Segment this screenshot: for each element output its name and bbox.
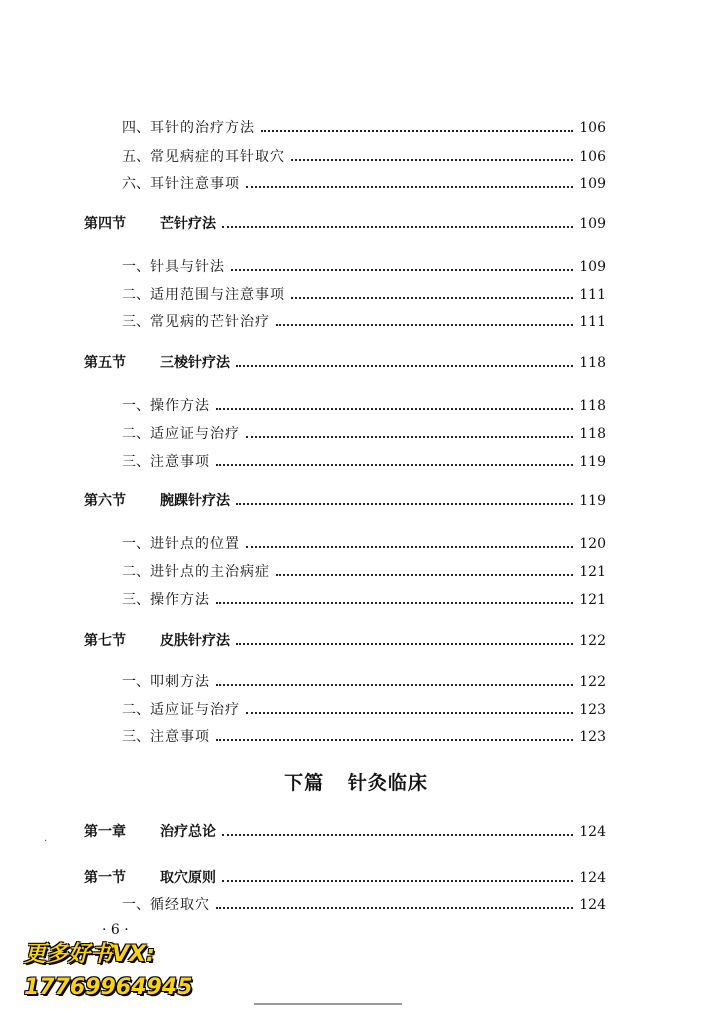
toc-leader-dots <box>291 158 573 161</box>
toc-entry-label: 三、 <box>122 314 150 330</box>
toc-entry-title: 芒针疗法 <box>160 216 216 232</box>
toc-entry-page: 123 <box>579 702 606 718</box>
toc-entry <box>122 312 606 332</box>
toc-entry-label: 五、 <box>122 149 150 165</box>
part-label: 下篇 <box>284 772 325 794</box>
toc-entry-title: 叩刺方法 <box>150 674 210 690</box>
toc-entry-label: 第六节 <box>84 493 126 509</box>
footer-rule <box>254 1003 402 1005</box>
toc-entry-title: 针具与针法 <box>150 259 225 275</box>
toc-entry-label: 六、 <box>122 176 150 192</box>
toc-entry-label: 第五节 <box>84 355 126 371</box>
toc-leader-dots <box>236 502 573 505</box>
toc-entry-title: 耳针注意事项 <box>150 176 240 192</box>
toc-entry <box>122 118 606 138</box>
toc-entry-label: 第四节 <box>84 216 126 232</box>
toc-entry-title: 进针点的位置 <box>150 536 240 552</box>
toc-entry-label: 三、 <box>122 729 150 745</box>
toc-entry-label: 三、 <box>122 592 150 608</box>
toc-entry <box>122 590 606 610</box>
toc-entry <box>122 534 606 554</box>
toc-entry <box>122 147 606 167</box>
toc-entry-label: 三、 <box>122 454 150 470</box>
part-heading <box>0 768 712 795</box>
toc-entry-title: 三棱针疗法 <box>160 355 230 371</box>
toc-entry-page: 124 <box>579 824 606 840</box>
toc-entry-label: 第一章 <box>84 824 126 840</box>
toc-entry-label: 一、 <box>122 897 150 913</box>
watermark-line-2: 17769964945 <box>24 975 193 1000</box>
toc-entry-page: 111 <box>579 314 606 330</box>
toc-leader-dots <box>216 407 573 410</box>
toc-leader-dots <box>216 683 573 686</box>
toc-leader-dots <box>246 711 573 714</box>
toc-entry <box>122 895 606 915</box>
toc-leader-dots <box>261 129 573 132</box>
toc-entry-page: 119 <box>579 454 606 470</box>
toc-entry-label: 第一节 <box>84 870 126 886</box>
toc-entry-title: 适应证与治疗 <box>150 702 240 718</box>
toc-entry-page: 123 <box>579 729 606 745</box>
toc-entry <box>84 491 606 511</box>
toc-entry-title: 常见病症的耳针取穴 <box>150 149 285 165</box>
toc-entry-label: 一、 <box>122 674 150 690</box>
toc-entry-page: 124 <box>579 897 606 913</box>
toc-leader-dots <box>291 296 573 299</box>
toc-entry-label: 四、 <box>122 120 150 136</box>
toc-leader-dots <box>236 364 573 367</box>
toc-entry <box>122 562 606 582</box>
toc-entry-page: 119 <box>579 493 606 509</box>
toc-entry <box>122 700 606 720</box>
page-number: · 6 · <box>102 922 129 938</box>
toc-entry-title: 适用范围与注意事项 <box>150 287 285 303</box>
toc-entry-title: 注意事项 <box>150 454 210 470</box>
toc-entry-title: 操作方法 <box>150 398 210 414</box>
toc-entry-page: 109 <box>579 176 606 192</box>
toc-entry-page: 118 <box>579 355 606 371</box>
toc-entry-page: 109 <box>579 216 606 232</box>
toc-entry-page: 122 <box>579 633 606 649</box>
toc-entry-page: 120 <box>579 536 606 552</box>
toc-entry-label: 二、 <box>122 702 150 718</box>
toc-entry-label: 第七节 <box>84 633 126 649</box>
toc-entry <box>122 285 606 305</box>
toc-entry-page: 121 <box>579 592 606 608</box>
toc-entry-title: 耳针的治疗方法 <box>150 120 255 136</box>
toc-entry <box>122 672 606 692</box>
toc-entry <box>122 257 606 277</box>
toc-leader-dots <box>246 545 573 548</box>
toc-entry-page: 111 <box>579 287 606 303</box>
toc-leader-dots <box>246 435 573 438</box>
toc-entry <box>122 727 606 747</box>
toc-entry <box>122 174 606 194</box>
toc-entry-title: 注意事项 <box>150 729 210 745</box>
toc-entry <box>84 822 606 842</box>
toc-leader-dots <box>276 573 573 576</box>
toc-entry-label: 一、 <box>122 259 150 275</box>
toc-leader-dots <box>216 738 573 741</box>
toc-entry-page: 109 <box>579 259 606 275</box>
toc-entry-page: 118 <box>579 398 606 414</box>
toc-leader-dots <box>222 225 573 228</box>
toc-entry-label: 一、 <box>122 536 150 552</box>
toc-entry-label: 二、 <box>122 426 150 442</box>
toc-entry <box>84 868 606 888</box>
toc-leader-dots <box>216 906 573 909</box>
toc-entry <box>84 353 606 373</box>
toc-entry-page: 106 <box>579 120 606 136</box>
toc-entry-title: 常见病的芒针治疗 <box>150 314 270 330</box>
toc-entry-title: 治疗总论 <box>160 824 216 840</box>
toc-entry-title: 循经取穴 <box>150 897 210 913</box>
margin-mark: · <box>44 836 48 847</box>
toc-entry <box>122 396 606 416</box>
toc-entry-title: 皮肤针疗法 <box>160 633 230 649</box>
toc-leader-dots <box>231 268 573 271</box>
toc-entry <box>122 424 606 444</box>
toc-entry-title: 进针点的主治病症 <box>150 564 270 580</box>
toc-leader-dots <box>222 833 573 836</box>
toc-entry-label: 二、 <box>122 564 150 580</box>
toc-leader-dots <box>276 323 573 326</box>
part-title: 针灸临床 <box>347 772 428 794</box>
toc-entry-title: 操作方法 <box>150 592 210 608</box>
toc-entry-label: 二、 <box>122 287 150 303</box>
toc-leader-dots <box>246 185 573 188</box>
toc-entry-page: 121 <box>579 564 606 580</box>
toc-entry-title: 腕踝针疗法 <box>160 493 230 509</box>
toc-leader-dots <box>236 642 573 645</box>
toc-entry-page: 124 <box>579 870 606 886</box>
toc-leader-dots <box>216 601 573 604</box>
toc-entry-title: 取穴原则 <box>160 870 216 886</box>
toc-leader-dots <box>216 463 573 466</box>
toc-entry-page: 122 <box>579 674 606 690</box>
toc-entry <box>84 214 606 234</box>
watermark-line-1: 更多好书VX: <box>24 942 155 967</box>
toc-leader-dots <box>222 879 573 882</box>
toc-entry-page: 118 <box>579 426 606 442</box>
toc-entry <box>122 452 606 472</box>
toc-entry <box>84 631 606 651</box>
toc-entry-title: 适应证与治疗 <box>150 426 240 442</box>
watermark <box>24 938 192 1004</box>
toc-entry-page: 106 <box>579 149 606 165</box>
toc-entry-label: 一、 <box>122 398 150 414</box>
